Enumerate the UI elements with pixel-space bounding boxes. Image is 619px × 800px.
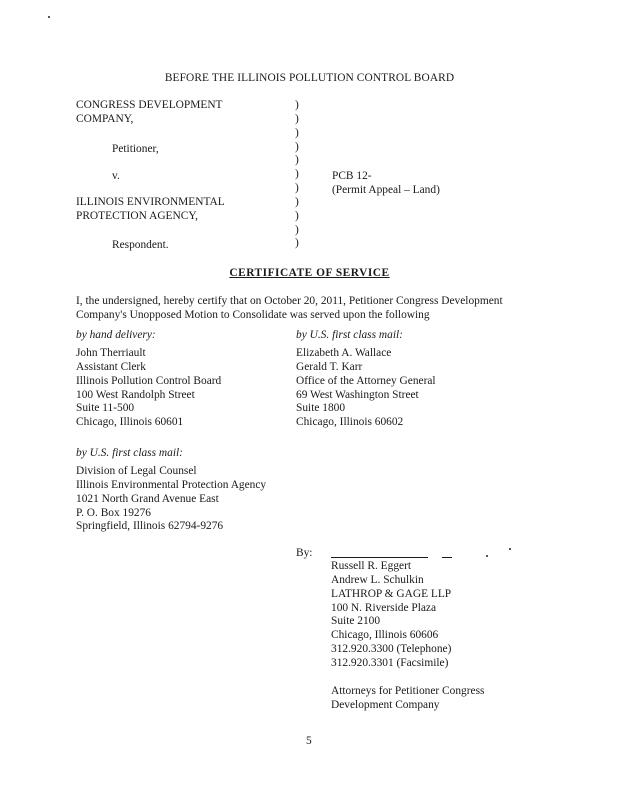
hand-delivery-label: by hand delivery: <box>76 329 156 341</box>
respondent-name-line-2: PROTECTION AGENCY, <box>76 209 198 222</box>
attorneys-for-line: Attorneys for Petitioner Congress <box>331 685 485 697</box>
paren: ) <box>295 126 299 139</box>
paren: ) <box>295 99 299 111</box>
petitioner-name-line-2: COMPANY, <box>76 112 134 125</box>
intro-line-2: Company's Unopposed Motion to Consolidate was served upon the following <box>76 309 430 321</box>
service-left-address <box>76 347 221 430</box>
address-line: Gerald T. Karr <box>296 360 363 373</box>
paren: ) <box>295 154 299 167</box>
first-class-mail-label-2: by U.S. first class mail: <box>76 447 183 459</box>
paren: ) <box>295 140 299 153</box>
by-label: By: <box>296 547 313 559</box>
address-line: Illinois Pollution Control Board <box>76 374 222 387</box>
address-line: 100 West Randolph Street <box>76 388 195 401</box>
scan-speck <box>509 548 511 550</box>
address-line: P. O. Box 19276 <box>76 506 152 519</box>
service-bottom-address <box>76 465 266 534</box>
signature-line <box>331 557 428 558</box>
signatory-line: 312.920.3300 (Telephone) <box>331 643 452 656</box>
petitioner-role: Petitioner, <box>112 143 159 155</box>
address-line: Suite 1800 <box>296 402 346 415</box>
service-right-address <box>296 347 436 430</box>
address-line: 69 West Washington Street <box>296 388 419 401</box>
paren: ) <box>295 237 299 250</box>
address-line: Springfield, Illinois 62794-9276 <box>76 520 224 533</box>
paren: ) <box>295 209 299 222</box>
certificate-title: CERTIFICATE OF SERVICE <box>229 267 390 279</box>
signatory-line: LATHROP & GAGE LLP <box>331 587 452 600</box>
page-number: 5 <box>306 735 312 747</box>
paren: ) <box>295 168 299 181</box>
address-line: Chicago, Illinois 60601 <box>76 416 184 429</box>
versus: v. <box>112 170 120 182</box>
signatory-line: Suite 2100 <box>331 615 381 628</box>
address-line: Assistant Clerk <box>76 360 146 373</box>
address-line: 1021 North Grand Avenue East <box>76 492 219 505</box>
attorneys-for-line: Development Company <box>331 698 440 711</box>
signatory-line: 100 N. Riverside Plaza <box>331 601 437 614</box>
caption-parties <box>76 99 223 127</box>
paren: ) <box>295 195 299 208</box>
paren: ) <box>295 112 299 125</box>
signatory-line: Andrew L. Schulkin <box>331 573 424 586</box>
intro-line-1: I, the undersigned, hereby certify that on October 20, 2011, Petitioner Congress Development <box>76 295 503 307</box>
address-line: Division of Legal Counsel <box>76 465 197 477</box>
signatory-line: Russell R. Eggert <box>331 560 412 572</box>
page-heading: BEFORE THE ILLINOIS POLLUTION CONTROL BOARD <box>164 72 455 84</box>
first-class-mail-label: by U.S. first class mail: <box>296 329 403 341</box>
attorneys-for <box>331 685 484 713</box>
address-line: Illinois Environmental Protection Agency <box>76 478 267 491</box>
petitioner-name-line-1: CONGRESS DEVELOPMENT <box>76 99 223 111</box>
respondent-name-line-1: ILLINOIS ENVIRONMENTAL <box>76 196 225 208</box>
address-line: Elizabeth A. Wallace <box>296 347 392 359</box>
signatory-line: 312.920.3301 (Facsimile) <box>331 656 449 669</box>
case-type: (Permit Appeal – Land) <box>332 184 440 196</box>
signatory-line: Chicago, Illinois 60606 <box>331 629 439 642</box>
respondent-role: Respondent. <box>112 239 169 251</box>
paren: ) <box>295 223 299 236</box>
case-number: PCB 12- <box>332 170 372 182</box>
address-line: Office of the Attorney General <box>296 374 436 387</box>
paren: ) <box>295 182 299 195</box>
scan-speck <box>48 16 50 18</box>
caption-respondent <box>76 196 225 224</box>
signature-line-tail <box>442 557 452 558</box>
signature-block <box>331 560 451 671</box>
address-line: Suite 11-500 <box>76 402 135 415</box>
address-line: Chicago, Illinois 60602 <box>296 416 404 429</box>
scan-speck <box>486 555 488 557</box>
address-line: John Therriault <box>76 347 146 359</box>
caption-parentheses <box>295 99 299 251</box>
